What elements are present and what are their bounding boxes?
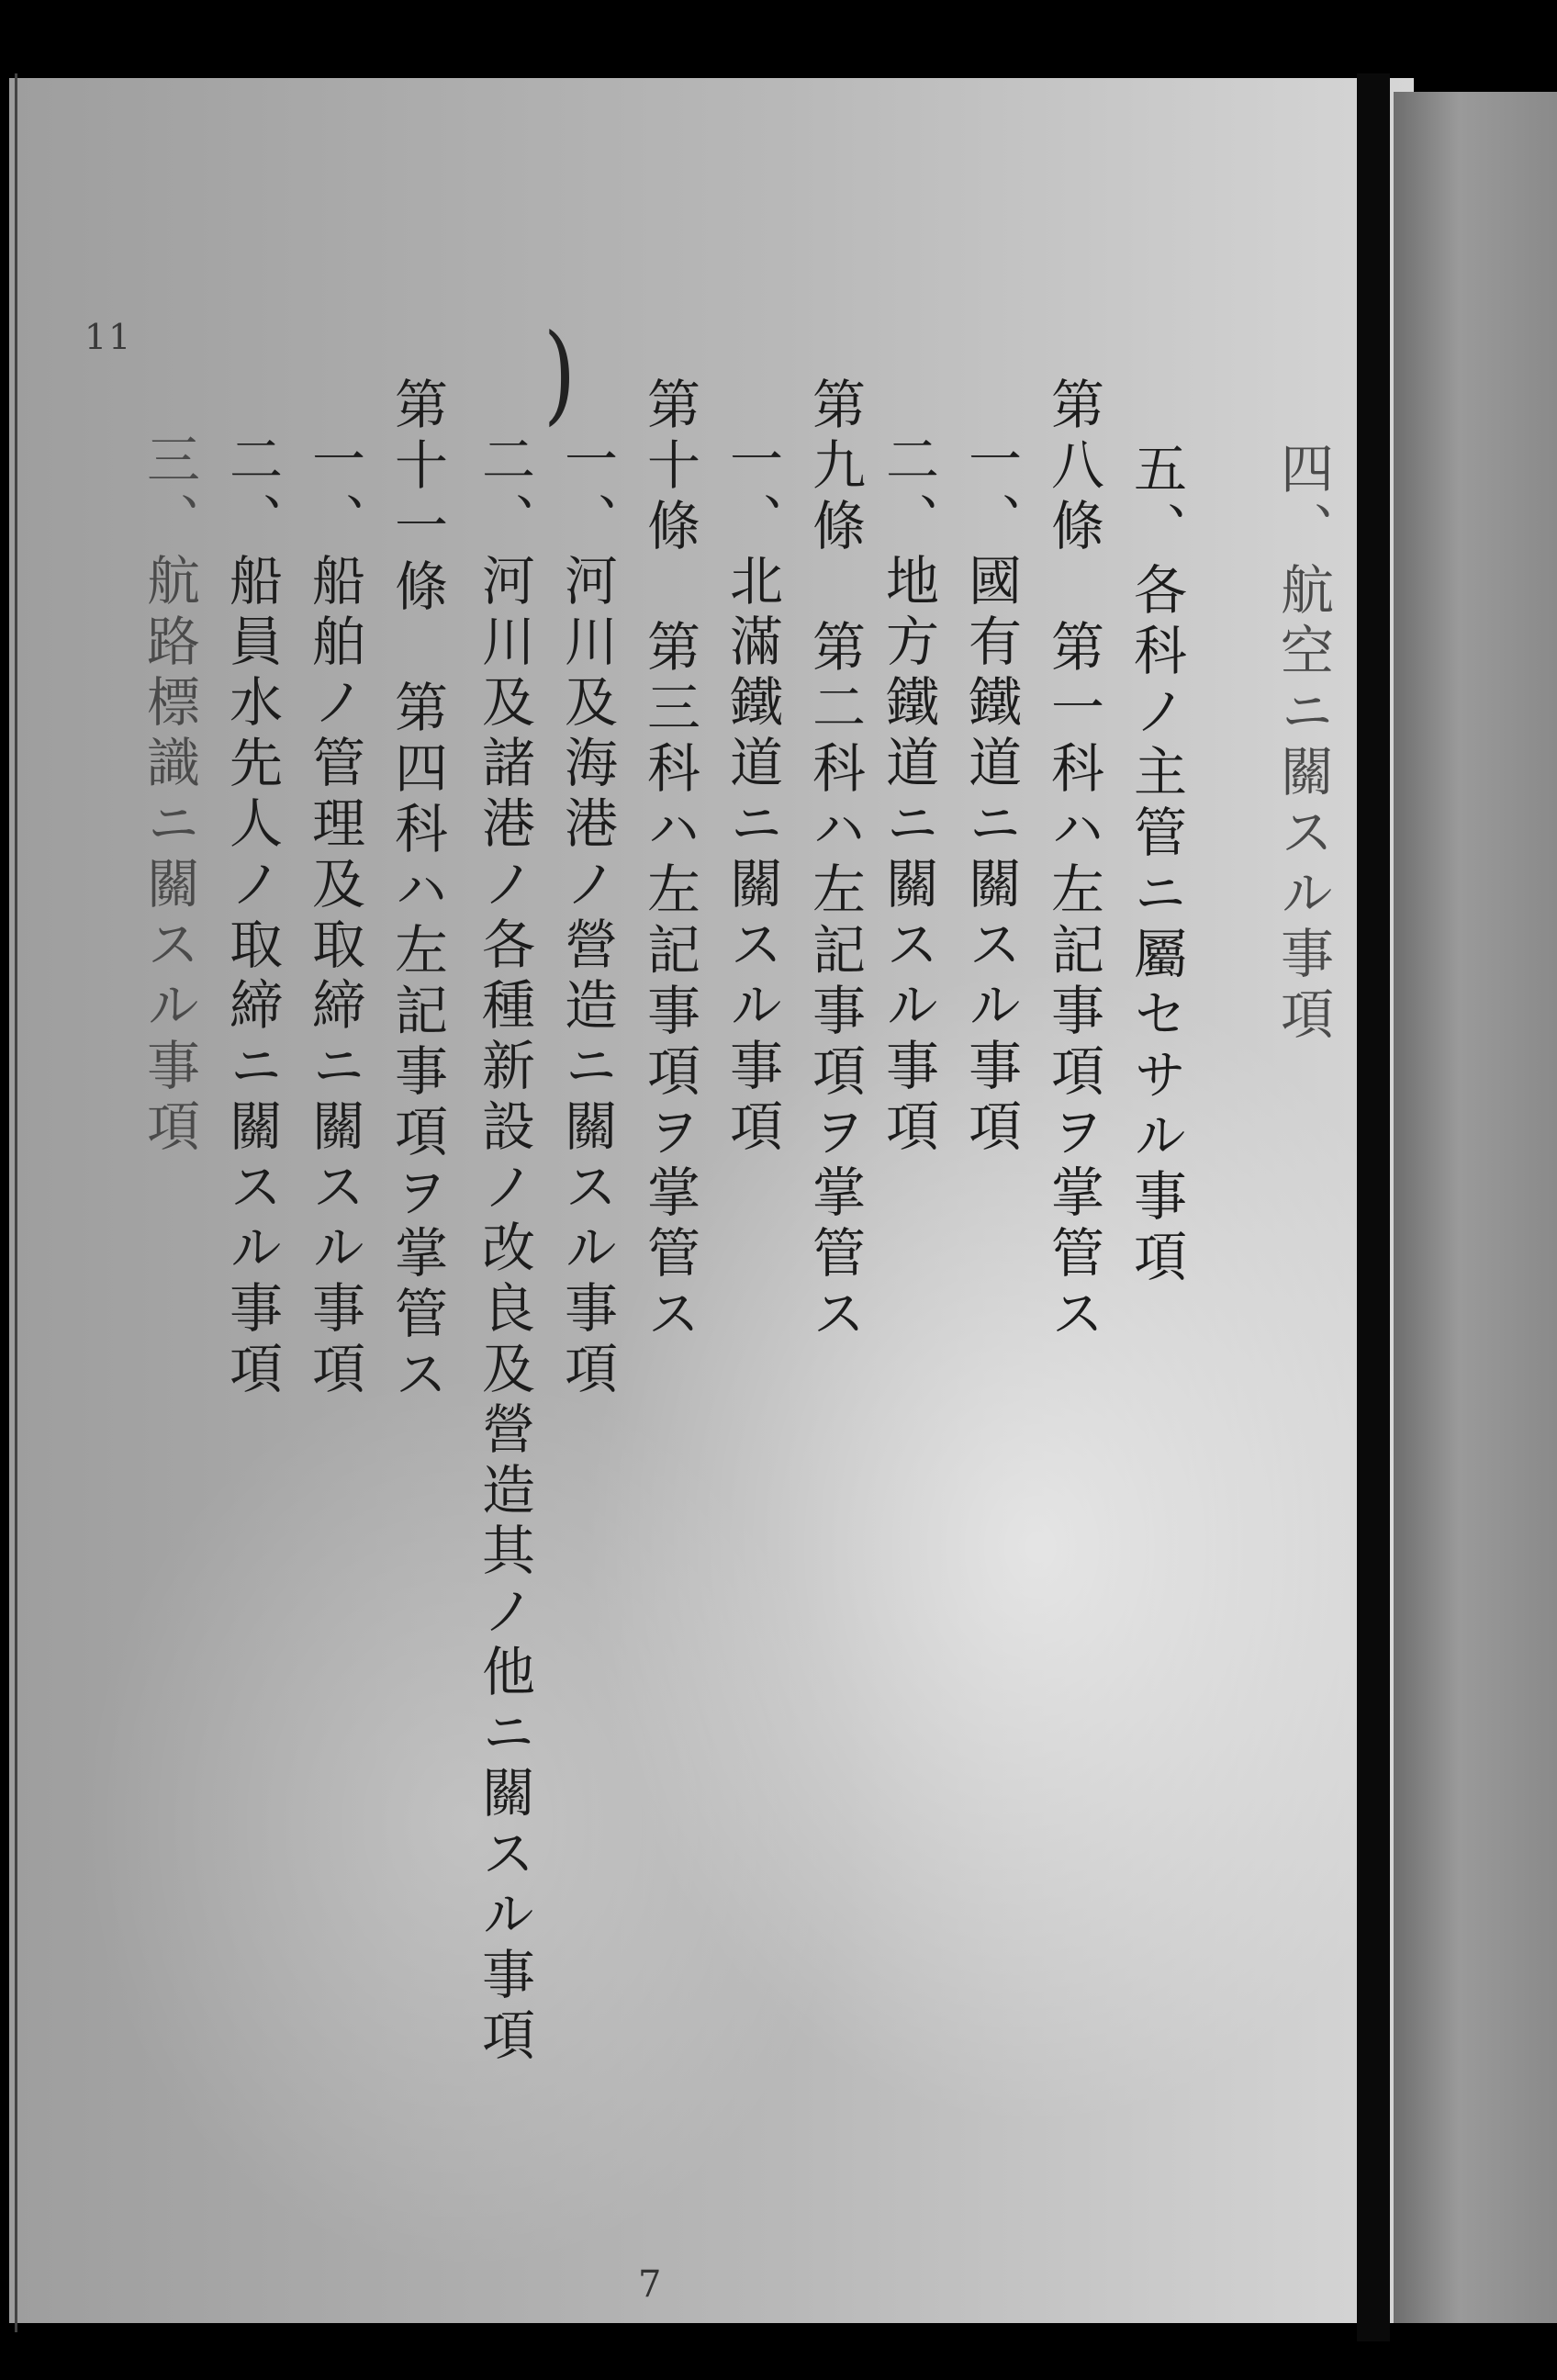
article-8-heading: 第八條 第一科ハ左記事項ヲ掌管ス: [1042, 376, 1104, 1346]
article-10-heading: 第十條 第三科ハ左記事項ヲ掌管ス: [638, 376, 700, 1346]
text-column-9: 一、河川及海港ノ營造ニ關スル事項: [555, 432, 618, 1401]
adjacent-page: [1394, 92, 1557, 2323]
text-column-2: 五、各科ノ主管ニ屬セサル事項: [1125, 441, 1187, 1289]
text-column-5: 二、地方鐵道ニ關スル事項: [877, 432, 939, 1159]
text-column-7: 一、北滿鐵道ニ關スル事項: [721, 432, 783, 1159]
article-9-heading: 第九條 第二科ハ左記事項ヲ掌管ス: [803, 376, 866, 1346]
text-column-10: 二、河川及諸港ノ各種新設ノ改良及營造其ノ他ニ關スル事項: [473, 432, 535, 2068]
book-spine: [1357, 73, 1390, 2341]
text-column-4: 一、國有鐵道ニ關スル事項: [959, 432, 1022, 1159]
text-column-1: 四、航空ニ關スル事項: [1271, 441, 1334, 1047]
text-column-12: 一、船舶ノ管理及取締ニ關スル事項: [303, 432, 365, 1401]
text-column-14: 三、航路標識ニ關スル事項: [138, 432, 200, 1159]
page-edge-line: [15, 73, 17, 2332]
page-number: 11: [84, 317, 133, 357]
article-11-heading: 第十一條 第四科ハ左記事項ヲ掌管ス: [386, 376, 448, 1407]
margin-bracket-mark: ): [543, 311, 577, 437]
text-column-13: 二、船員水先人ノ取締ニ關スル事項: [220, 432, 283, 1401]
bottom-page-mark: 7: [638, 2263, 662, 2306]
